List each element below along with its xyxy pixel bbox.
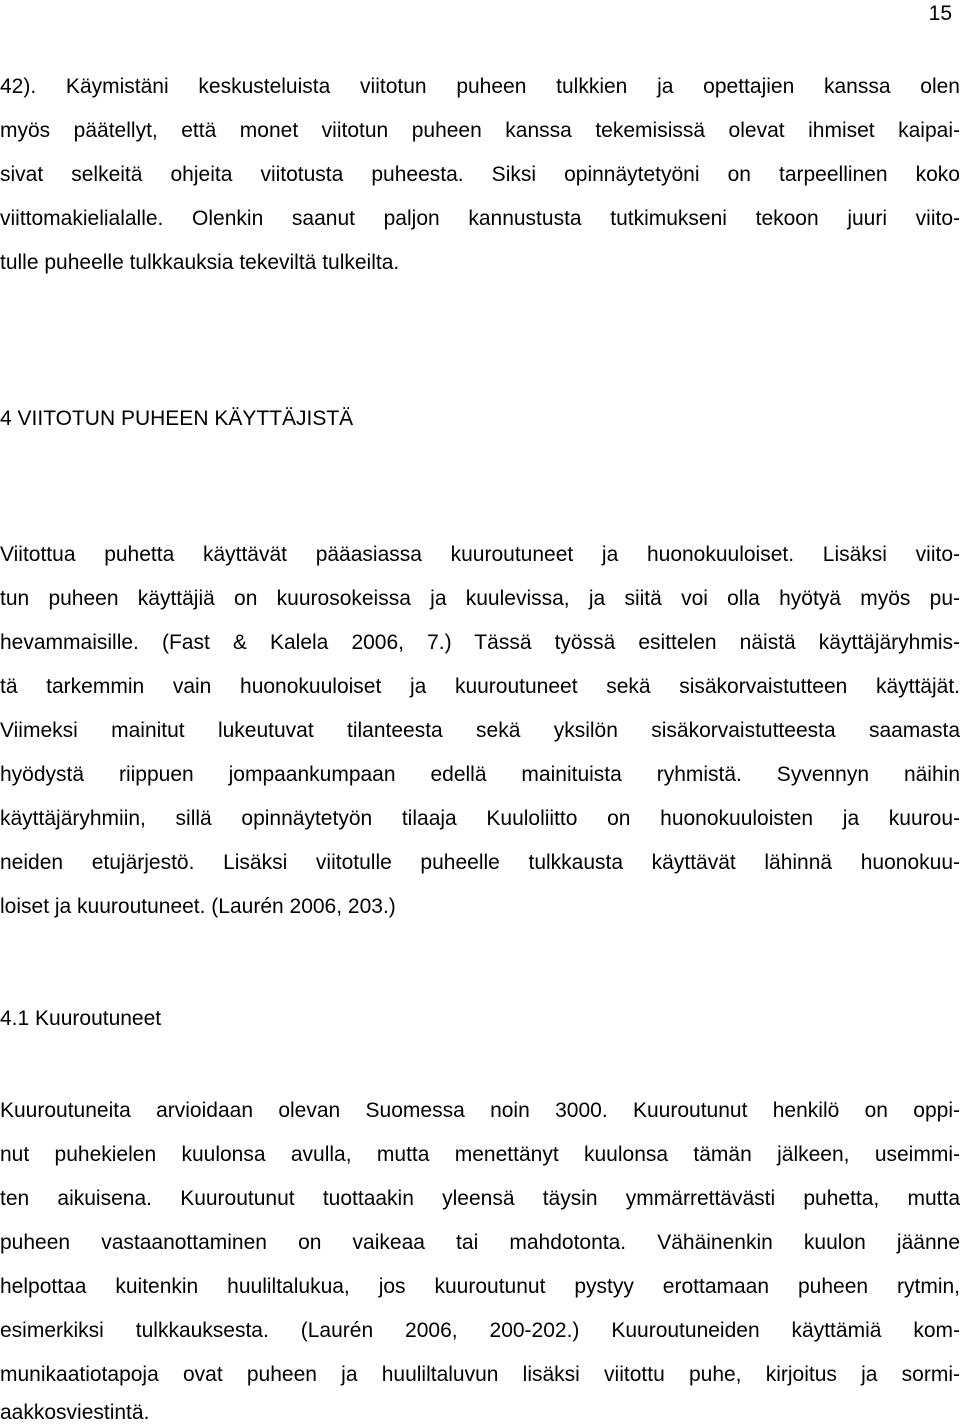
paragraph-line: käyttäjäryhmiin, sillä opinnäytetyön tilaaja Kuuloliitto on huonokuuloisten ja kuurou- bbox=[0, 807, 960, 830]
paragraph-line: esimerkiksi tulkkauksesta. (Laurén 2006, 200-202.) Kuuroutuneiden käyttämiä kom- bbox=[0, 1319, 960, 1342]
paragraph-line: puheen vastaanottaminen on vaikeaa tai mahdotonta. Vähäinenkin kuulon jäänne bbox=[0, 1231, 960, 1254]
page-number: 15 bbox=[928, 2, 952, 25]
paragraph-line: loiset ja kuuroutuneet. (Laurén 2006, 203.) bbox=[0, 895, 396, 918]
paragraph-line: helpottaa kuitenkin huuliltalukua, jos kuuroutunut pystyy erottamaan puheen rytmin, bbox=[0, 1275, 960, 1298]
paragraph-line: myös päätellyt, että monet viitotun puheen kanssa tekemisissä olevat ihmiset kaipai- bbox=[0, 119, 960, 142]
paragraph-line: Viitottua puhetta käyttävät pääasiassa kuuroutuneet ja huonokuuloiset. Lisäksi viito- bbox=[0, 543, 960, 566]
paragraph-line: tä tarkemmin vain huonokuuloiset ja kuuroutuneet sekä sisäkorvaistutteen käyttäjät. bbox=[0, 675, 960, 698]
paragraph-line: nut puhekielen kuulonsa avulla, mutta menettänyt kuulonsa tämän jälkeen, useimmi- bbox=[0, 1143, 960, 1166]
paragraph-line: Viimeksi mainitut lukeutuvat tilanteesta sekä yksilön sisäkorvaistutteesta saamasta bbox=[0, 719, 960, 742]
paragraph-line: viittomakielialalle. Olenkin saanut paljon kannustusta tutkimukseni tekoon juuri viito- bbox=[0, 207, 960, 230]
paragraph-line: sivat selkeitä ohjeita viitotusta puheesta. Siksi opinnäytetyöni on tarpeellinen koko bbox=[0, 163, 960, 186]
paragraph-line: munikaatiotapoja ovat puheen ja huuliltaluvun lisäksi viitottu puhe, kirjoitus ja sormi- bbox=[0, 1363, 960, 1386]
paragraph-line: aakkosviestintä. bbox=[0, 1401, 150, 1424]
paragraph-line: neiden etujärjestö. Lisäksi viitotulle puheelle tulkkausta käyttävät lähinnä huonokuu- bbox=[0, 851, 960, 874]
subsection-heading: 4.1 Kuuroutuneet bbox=[0, 1007, 162, 1030]
paragraph-line: 42). Käymistäni keskusteluista viitotun puheen tulkkien ja opettajien kanssa olen bbox=[0, 75, 960, 98]
paragraph-line: hevammaisille. (Fast & Kalela 2006, 7.) Tässä työssä esittelen näistä käyttäjäryhmis- bbox=[0, 631, 960, 654]
paragraph-line: ten aikuisena. Kuuroutunut tuottaakin yleensä täysin ymmärrettävästi puhetta, mutta bbox=[0, 1187, 960, 1210]
paragraph-line: tun puheen käyttäjiä on kuurosokeissa ja kuulevissa, ja siitä voi olla hyötyä myös pu- bbox=[0, 587, 960, 610]
section-heading: 4 VIITOTUN PUHEEN KÄYTTÄJISTÄ bbox=[0, 407, 354, 430]
paragraph-line: hyödystä riippuen jompaankumpaan edellä mainituista ryhmistä. Syvennyn näihin bbox=[0, 763, 960, 786]
paragraph-line: tulle puheelle tulkkauksia tekeviltä tulkeilta. bbox=[0, 251, 400, 274]
paragraph-line: Kuuroutuneita arvioidaan olevan Suomessa noin 3000. Kuuroutunut henkilö on oppi- bbox=[0, 1099, 960, 1122]
